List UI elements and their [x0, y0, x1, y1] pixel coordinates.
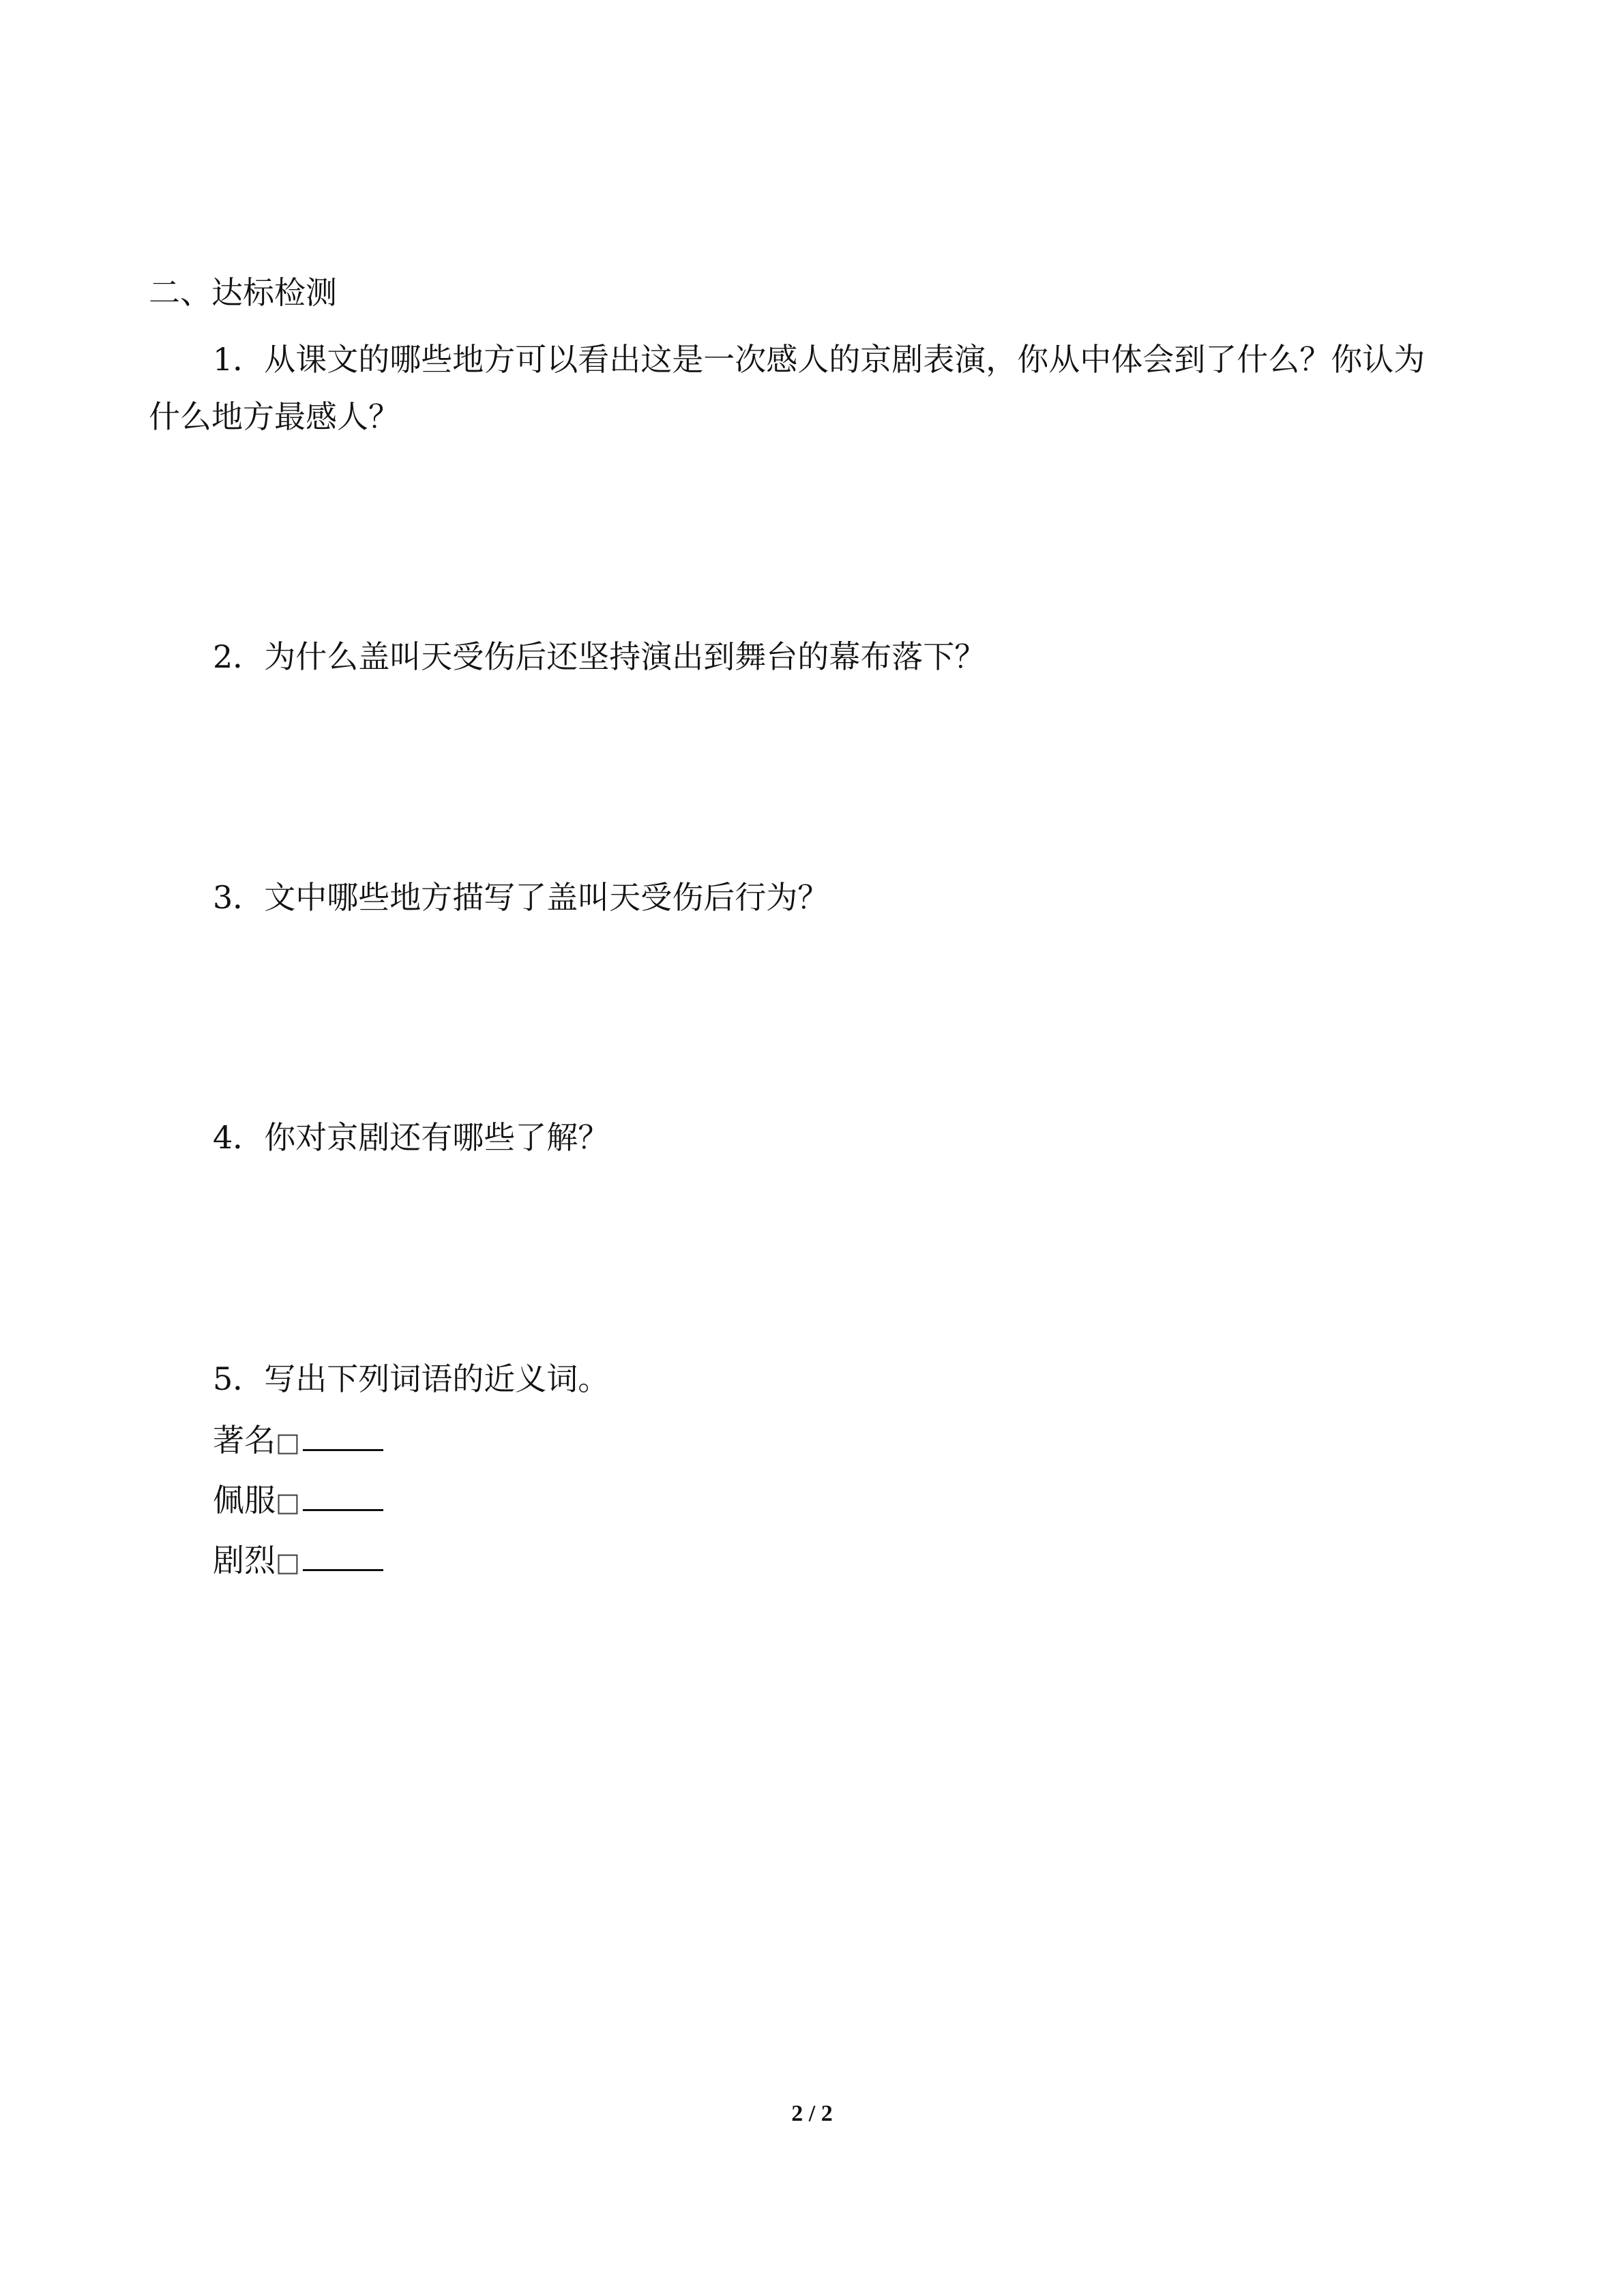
box-placeholder: □: [276, 1427, 300, 1457]
question-4: 4．你对京剧还有哪些了解？: [213, 1119, 610, 1156]
question-5: 5．写出下列词语的近义词。: [213, 1360, 610, 1397]
question-1-line-1: 1．从课文的哪些地方可以看出这是一次感人的京剧表演，你从中体会到了什么？你认为: [213, 341, 1426, 378]
page-number: 2 / 2: [791, 2101, 833, 2126]
synonym-item: [213, 1480, 383, 1523]
answer-blank[interactable]: [303, 1482, 383, 1511]
box-placeholder: □: [276, 1547, 300, 1577]
box-placeholder: □: [276, 1487, 300, 1517]
answer-blank[interactable]: [303, 1542, 383, 1571]
question-1-line-2: 什么地方最感人？: [149, 398, 400, 435]
section-title: 二、达标检测: [149, 274, 337, 311]
question-2: 2．为什么盖叫天受伤后还坚持演出到舞台的幕布落下？: [213, 638, 986, 675]
synonym-word: 佩服: [213, 1482, 276, 1519]
synonym-word: 剧烈: [213, 1542, 276, 1579]
answer-blank[interactable]: [303, 1422, 383, 1451]
synonym-item: [213, 1420, 383, 1463]
synonym-word: 著名: [213, 1422, 276, 1459]
question-3: 3．文中哪些地方描写了盖叫天受伤后行为？: [213, 879, 829, 916]
synonym-item: [213, 1540, 383, 1583]
